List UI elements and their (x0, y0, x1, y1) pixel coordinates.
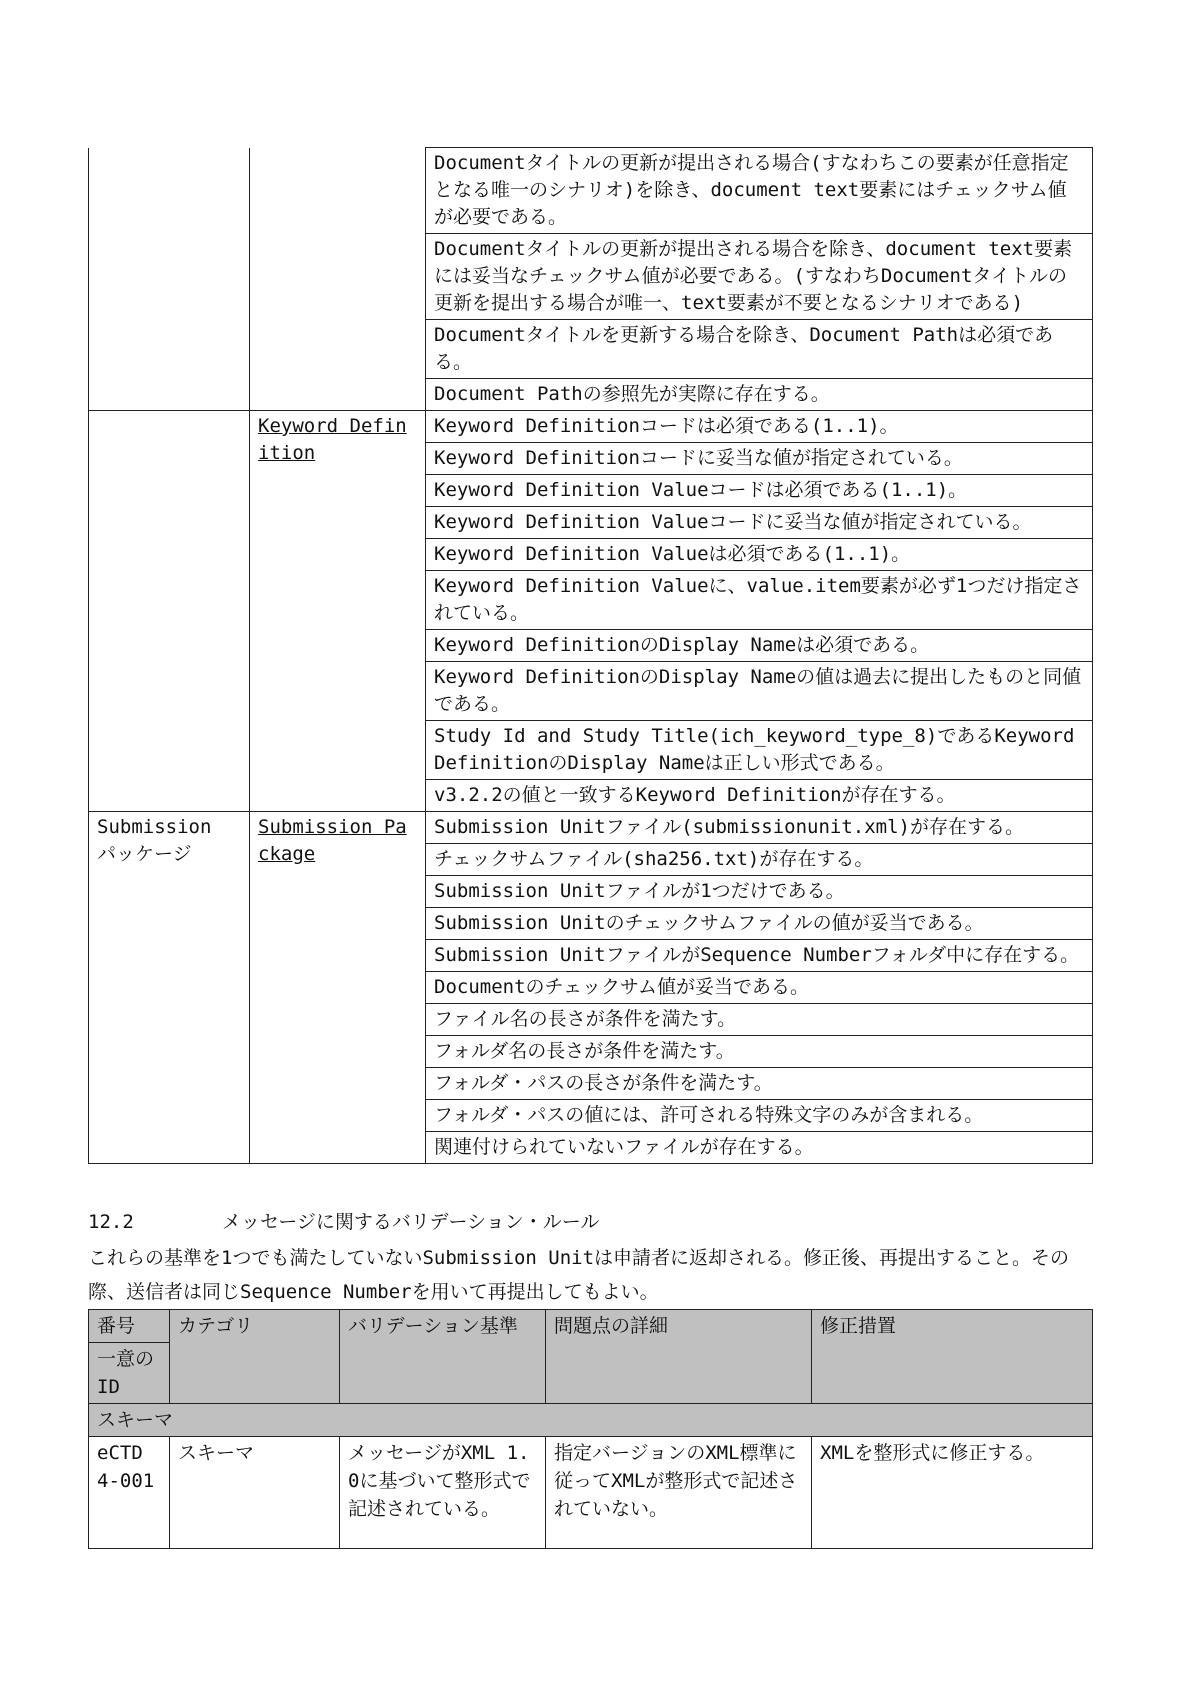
section-heading (88, 1207, 599, 1237)
table-row (89, 812, 1093, 844)
rule-criteria-cell: メッセージがXML 1.0に基づいて整形式で記述されている。 (340, 1437, 546, 1549)
rule-cell: フォルダ・パスの値には、許可される特殊文字のみが含まれる。 (426, 1100, 1093, 1132)
rule-fix-cell: XMLを整形式に修正する。 (812, 1437, 1093, 1549)
rule-cell: Keyword Definition Valueに、value.item要素が必ず1つだけ指定されている。 (426, 571, 1093, 630)
table-header-row (89, 1310, 1093, 1343)
header-fix: 修正措置 (812, 1310, 1093, 1404)
rule-cell: 関連付けられていないファイルが存在する。 (426, 1132, 1093, 1164)
rule-cell: Keyword Definitionコードに妥当な値が指定されている。 (426, 443, 1093, 475)
message-rules-table (88, 1309, 1093, 1549)
rule-cell: Study Id and Study Title(ich_keyword_type_8)であるKeyword DefinitionのDisplay Nameは正しい形式である。 (426, 721, 1093, 780)
rule-cell: フォルダ名の長さが条件を満たす。 (426, 1036, 1093, 1068)
rule-cell: v3.2.2の値と一致するKeyword Definitionが存在する。 (426, 780, 1093, 812)
rule-cell: Submission Unitのチェックサムファイルの値が妥当である。 (426, 908, 1093, 940)
rule-cell: ファイル名の長さが条件を満たす。 (426, 1004, 1093, 1036)
rule-cell: Documentのチェックサム値が妥当である。 (426, 972, 1093, 1004)
category-cell: Submission パッケージ (89, 812, 250, 1164)
keyword-definition-label: Keyword Definition (258, 415, 407, 464)
subcategory-cell (250, 411, 426, 812)
rule-cell: Keyword Definitionコードは必須である(1..1)。 (426, 411, 1093, 443)
rule-id-cell: eCTD 4-001 (89, 1437, 170, 1549)
header-number: 番号 (89, 1310, 170, 1343)
table-row (89, 411, 1093, 443)
header-detail: 問題点の詳細 (546, 1310, 812, 1404)
rule-category-cell: スキーマ (170, 1437, 340, 1549)
header-category: カテゴリ (170, 1310, 340, 1404)
rule-cell: Keyword DefinitionのDisplay Nameの値は過去に提出したものと同値である。 (426, 662, 1093, 721)
section-title: メッセージに関するバリデーション・ルール (222, 1211, 600, 1233)
rule-cell: Keyword DefinitionのDisplay Nameは必須である。 (426, 630, 1093, 662)
rule-cell: Documentタイトルを更新する場合を除き、Document Pathは必須である。 (426, 320, 1093, 379)
rule-cell: Keyword Definition Valueコードは必須である(1..1)。 (426, 475, 1093, 507)
section-row-label: スキーマ (89, 1404, 1093, 1437)
rule-cell: フォルダ・パスの長さが条件を満たす。 (426, 1068, 1093, 1100)
section-row (89, 1404, 1093, 1437)
table-row (89, 148, 1093, 234)
subcategory-cell (250, 148, 426, 411)
rule-detail-cell: 指定バージョンのXML標準に従ってXMLが整形式で記述されていない。 (546, 1437, 812, 1549)
category-cell (89, 411, 250, 812)
header-criteria: バリデーション基準 (340, 1310, 546, 1404)
subcategory-cell (250, 812, 426, 1164)
rule-cell: Submission Unitファイルが1つだけである。 (426, 876, 1093, 908)
rule-cell: Documentタイトルの更新が提出される場合を除き、document text要素には妥当なチェックサム値が必要である。(すなわちDocumentタイトルの更新を提出する場合が唯一、text要素が不要となるシナリオである) (426, 234, 1093, 320)
rule-cell: Documentタイトルの更新が提出される場合(すなわちこの要素が任意指定となる唯一のシナリオ)を除き、document text要素にはチェックサム値が必要である。 (426, 148, 1093, 234)
rule-cell: Keyword Definition Valueは必須である(1..1)。 (426, 539, 1093, 571)
section-number: 12.2 (88, 1211, 134, 1233)
rule-cell: Document Pathの参照先が実際に存在する。 (426, 379, 1093, 411)
table-row (89, 1437, 1093, 1549)
rule-cell: Submission UnitファイルがSequence Numberフォルダ中に存在する。 (426, 940, 1093, 972)
section-paragraph: これらの基準を1つでも満たしていないSubmission Unitは申請者に返却される。修正後、再提出すること。その際、送信者は同じSequence Numberを用いて再提出してもよい。 (88, 1247, 1070, 1303)
submission-package-label: Submission Package (258, 816, 407, 865)
rule-cell: チェックサムファイル(sha256.txt)が存在する。 (426, 844, 1093, 876)
header-unique-id: 一意のID (89, 1343, 170, 1404)
rule-cell: Keyword Definition Valueコードに妥当な値が指定されている。 (426, 507, 1093, 539)
validation-rules-table (88, 147, 1093, 1164)
rule-cell: Submission Unitファイル(submissionunit.xml)が存在する。 (426, 812, 1093, 844)
category-cell (89, 148, 250, 411)
